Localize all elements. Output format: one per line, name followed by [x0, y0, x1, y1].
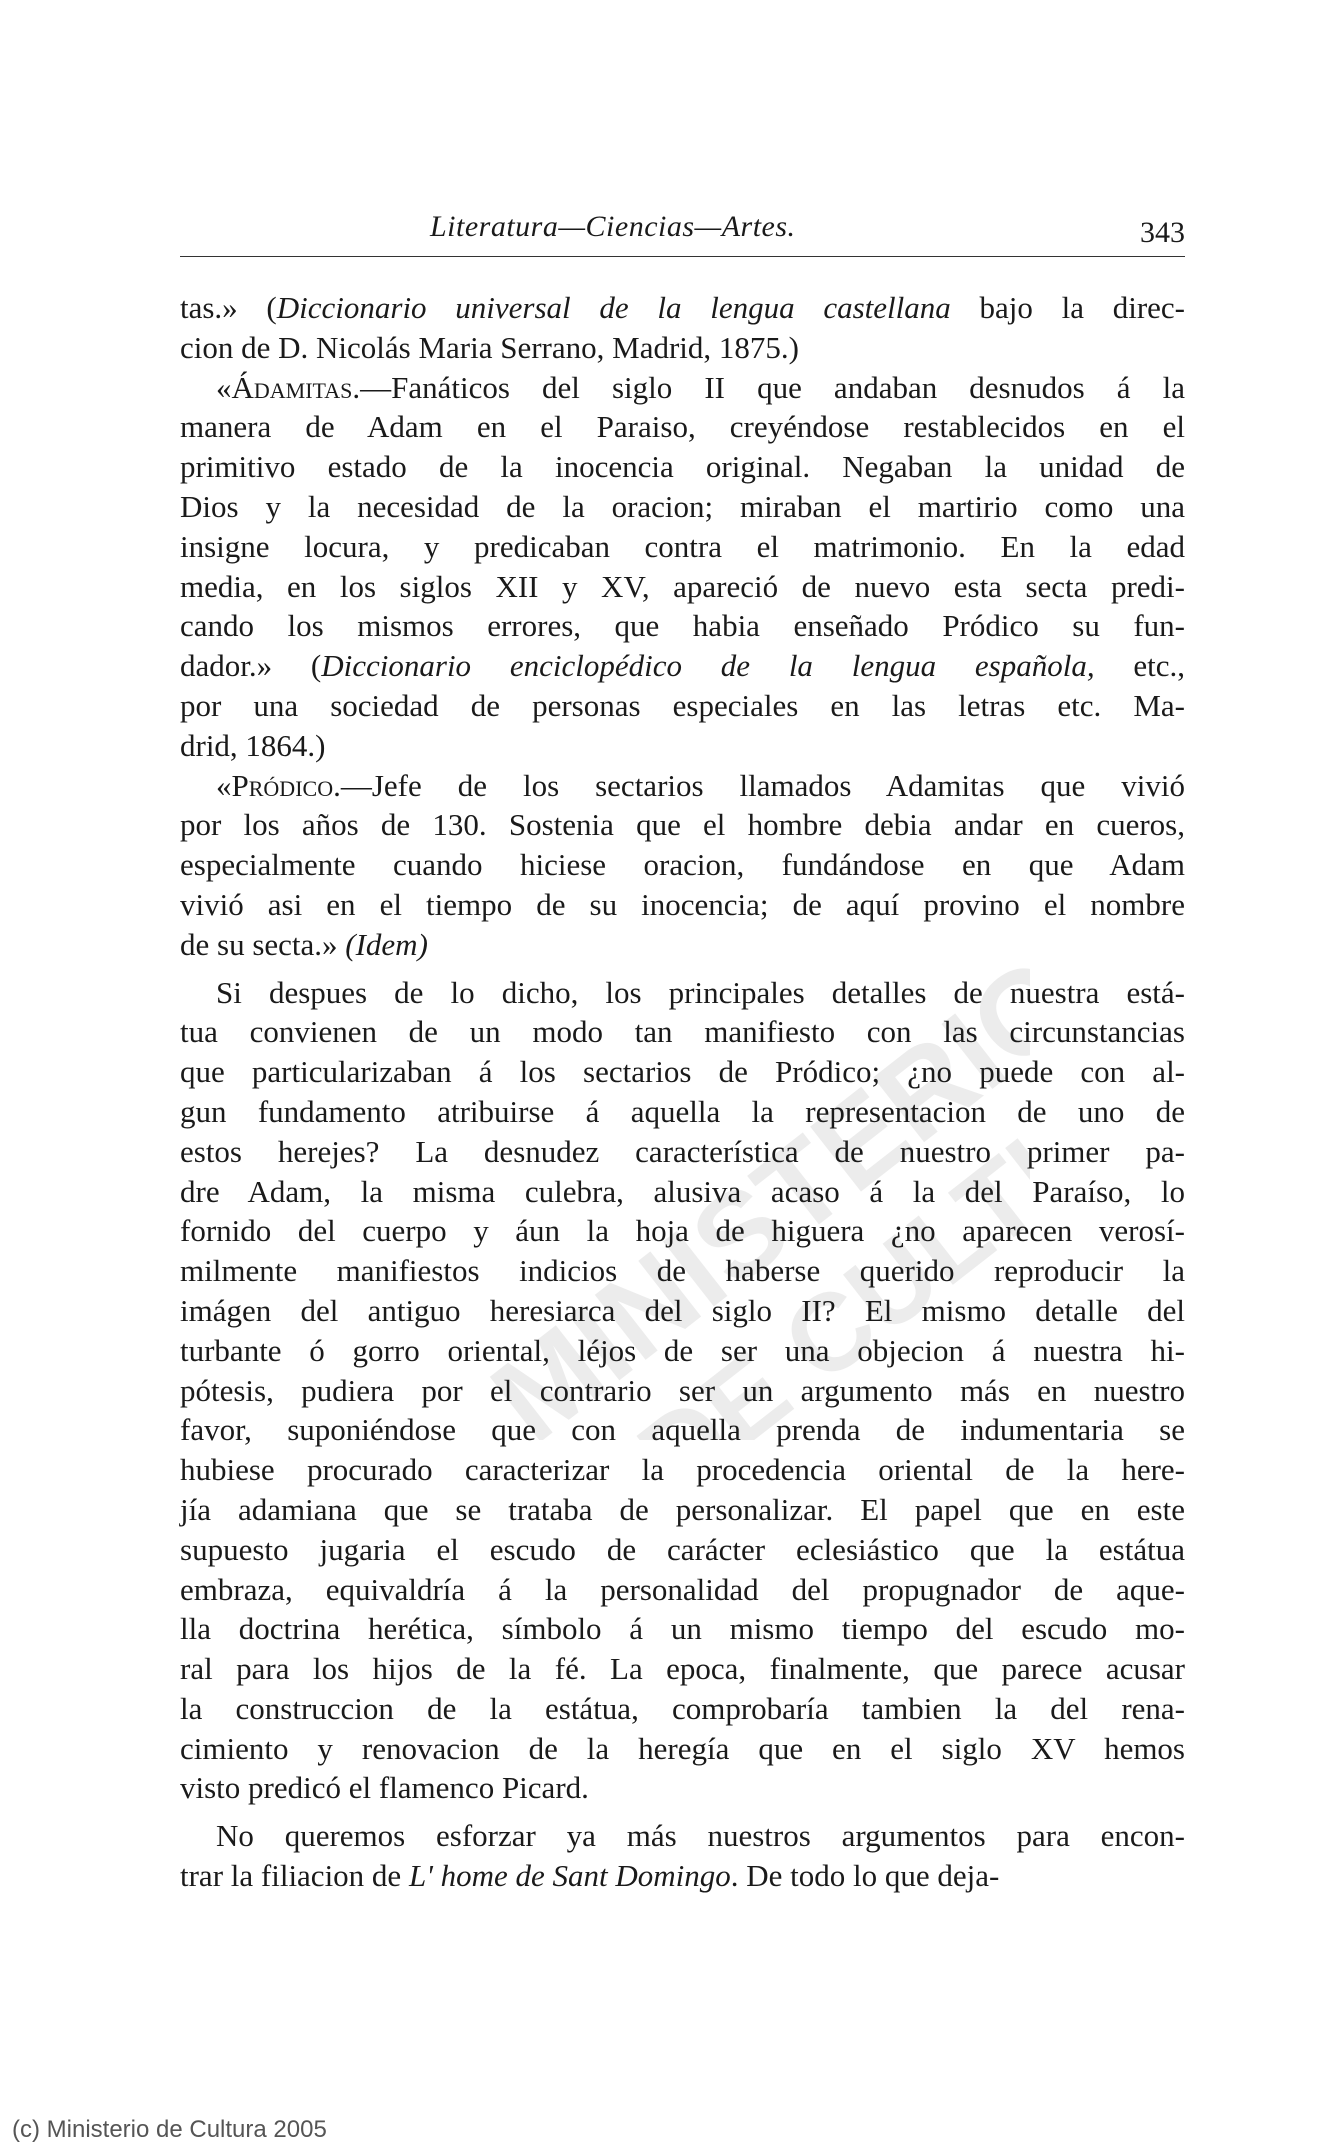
- text-line: [180, 487, 1185, 527]
- text-line: [180, 1729, 1185, 1769]
- running-title: Literatura—Ciencias—Artes.: [430, 210, 796, 243]
- text-line: [180, 1490, 1185, 1530]
- italic-segment: Diccionario universal de la lengua castellana: [276, 290, 951, 325]
- text-segment: hubiese procurado caracterizar la procedencia oriental de la here-: [180, 1452, 1185, 1488]
- text-line: [180, 1816, 1185, 1856]
- text-segment: tua convienen de un modo tan manifiesto con las circunstancias: [180, 1014, 1185, 1050]
- italic-segment: (Idem): [345, 926, 428, 962]
- text-segment: imágen del antiguo heresiarca del siglo II? El mismo detalle del: [180, 1292, 1185, 1328]
- text-segment: etc.,: [1094, 648, 1185, 684]
- running-head: [180, 206, 1185, 256]
- text-line: [180, 1092, 1185, 1132]
- text-line: [180, 1251, 1185, 1291]
- text-line: [180, 686, 1185, 726]
- text-segment: cando los mismos errores, que habia enseñado Pródico su fun-: [180, 608, 1185, 644]
- text-line: [180, 1172, 1185, 1212]
- text-line: [180, 1768, 1185, 1808]
- body-text: [180, 288, 1185, 1896]
- text-segment: embraza, equivaldría á la personalidad del propugnador de aque-: [180, 1571, 1185, 1607]
- text-line: [180, 766, 1185, 806]
- text-line: [180, 1410, 1185, 1450]
- text-segment: Dios y la necesidad de la oracion; miraban el martirio como una: [180, 488, 1185, 524]
- text-segment: No queremos esforzar ya más nuestros argumentos para encon-: [216, 1818, 1185, 1854]
- text-segment: supuesto jugaria el escudo de carácter eclesiástico que la estátua: [180, 1531, 1185, 1567]
- text-line: [180, 845, 1185, 885]
- text-segment: favor, suponiéndose que con aquella prenda de indumentaria se: [180, 1412, 1185, 1448]
- text-segment: bajo la direc-: [950, 290, 1185, 325]
- text-segment: jía adamiana que se trataba de personalizar. El papel que en este: [180, 1491, 1185, 1527]
- text-segment: pótesis, pudiera por el contrario ser un argumento más en nuestro: [180, 1372, 1185, 1408]
- text-segment: turbante ó gorro oriental, léjos de ser una objecion á nuestra hi-: [180, 1332, 1185, 1368]
- watermark-line-2: DE CULTURA: [616, 986, 1030, 1440]
- text-line: [180, 1530, 1185, 1570]
- text-segment: milmente manifiestos indicios de haberse querido reproducir la: [180, 1253, 1185, 1289]
- text-segment: «: [216, 369, 232, 405]
- text-line: [180, 1211, 1185, 1251]
- text-line: [180, 1609, 1185, 1649]
- text-segment: primitivo estado de la inocencia original. Negaban la unidad de: [180, 449, 1185, 485]
- text-segment: especialmente cuando hiciese oracion, fundándose en que Adam: [180, 847, 1185, 883]
- text-line: [180, 1052, 1185, 1092]
- copyright-notice: (c) Ministerio de Cultura 2005: [12, 2116, 327, 2143]
- text-line: [180, 407, 1185, 447]
- header-rule: [180, 256, 1185, 257]
- text-segment: drid, 1864.): [180, 727, 326, 763]
- text-segment: fornido del cuerpo y áun la hoja de higuera ¿no aparecen verosí-: [180, 1213, 1185, 1249]
- text-segment: cion de D. Nicolás Maria Serrano, Madrid, 1875.): [180, 329, 799, 365]
- text-line: [180, 1132, 1185, 1172]
- text-line: [180, 1371, 1185, 1411]
- text-line: [180, 925, 1185, 965]
- text-line: [180, 1649, 1185, 1689]
- small-caps-segment: Pródico: [231, 767, 334, 803]
- page-number: 343: [1140, 216, 1185, 249]
- text-segment: tas.» (: [180, 290, 277, 325]
- text-segment: dre Adam, la misma culebra, alusiva acaso á la del Paraíso, lo: [180, 1173, 1185, 1209]
- text-segment: cimiento y renovacion de la heregía que en el siglo XV hemos: [180, 1730, 1185, 1766]
- text-line: [180, 726, 1185, 766]
- text-line: [180, 1570, 1185, 1610]
- text-segment: «: [216, 767, 232, 803]
- text-line: [180, 527, 1185, 567]
- text-line: [180, 1012, 1185, 1052]
- text-line: [180, 567, 1185, 607]
- text-segment: por los años de 130. Sostenia que el hombre debia andar en cueros,: [180, 807, 1185, 843]
- small-caps-segment: Ádamitas: [231, 369, 353, 405]
- text-line: [180, 805, 1185, 845]
- text-segment: lla doctrina herética, símbolo á un mismo tiempo del escudo mo-: [180, 1611, 1185, 1647]
- text-segment: media, en los siglos XII y XV, apareció de nuevo esta secta predi-: [180, 568, 1185, 604]
- text-segment: por una sociedad de personas especiales en las letras etc. Ma-: [180, 687, 1185, 723]
- text-line: [180, 606, 1185, 646]
- text-segment: visto predicó el flamenco Picard.: [180, 1770, 589, 1806]
- text-segment: dador.» (: [180, 648, 322, 684]
- text-segment: ral para los hijos de la fé. La epoca, finalmente, que parece acusar: [180, 1651, 1185, 1687]
- text-segment: trar la filiacion de: [180, 1858, 409, 1894]
- text-line: [180, 646, 1185, 686]
- italic-segment: L' home de Sant Domingo: [408, 1858, 731, 1894]
- text-line: [180, 1450, 1185, 1490]
- text-line: [180, 885, 1185, 925]
- text-segment: la construccion de la estátua, comprobaría tambien la del rena-: [180, 1690, 1185, 1726]
- text-segment: .—Fanáticos del siglo II que andaban desnudos á la: [352, 369, 1185, 405]
- text-segment: Si despues de lo dicho, los principales detalles de nuestra está-: [216, 974, 1185, 1010]
- text-segment: .—Jefe de los sectarios llamados Adamitas que vivió: [333, 767, 1185, 803]
- text-segment: vivió asi en el tiempo de su inocencia; de aquí provino el nombre: [180, 886, 1185, 922]
- text-line: [180, 1689, 1185, 1729]
- text-line: [180, 328, 1185, 368]
- text-line: [180, 1331, 1185, 1371]
- italic-segment: Diccionario enciclopédico de la lengua española,: [321, 648, 1095, 684]
- text-line: [180, 368, 1185, 408]
- watermark-line-1: MINISTERIO: [467, 930, 1030, 1440]
- text-segment: insigne locura, y predicaban contra el matrimonio. En la edad: [180, 528, 1185, 564]
- text-line: [180, 447, 1185, 487]
- text-segment: gun fundamento atribuirse á aquella la representacion de uno de: [180, 1093, 1185, 1129]
- text-segment: . De todo lo que deja-: [730, 1858, 1000, 1894]
- text-line: [180, 1856, 1185, 1896]
- text-line: [180, 973, 1185, 1013]
- text-segment: que particularizaban á los sectarios de Pródico; ¿no puede con al-: [180, 1054, 1185, 1090]
- text-segment: estos herejes? La desnudez característica de nuestro primer pa-: [180, 1133, 1185, 1169]
- text-line: [180, 288, 1185, 328]
- text-line: [180, 1291, 1185, 1331]
- text-segment: de su secta.»: [180, 926, 346, 962]
- text-segment: manera de Adam en el Paraiso, creyéndose restablecidos en el: [180, 409, 1185, 445]
